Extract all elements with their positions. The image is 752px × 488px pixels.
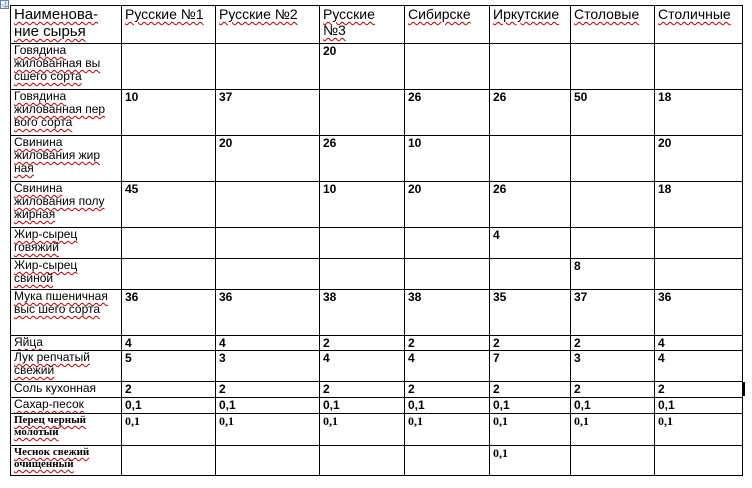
table-row xyxy=(11,182,743,228)
row-name: Сахар-песок xyxy=(11,398,122,414)
value-cell: 10 xyxy=(405,136,490,182)
value-cell xyxy=(405,228,490,259)
value-cell: 0,1 xyxy=(320,414,405,446)
value-cell xyxy=(571,44,655,90)
header-cell-russkie-3: Русские №3 xyxy=(320,6,405,44)
value-cell: 0,1 xyxy=(122,414,216,446)
value-cell: 0,1 xyxy=(122,398,216,414)
value-cell: 36 xyxy=(122,290,216,336)
value-cell: 36 xyxy=(216,290,320,336)
value-cell: 10 xyxy=(122,90,216,136)
value-cell xyxy=(571,228,655,259)
value-cell xyxy=(655,446,743,476)
value-cell xyxy=(122,446,216,476)
value-cell: 8 xyxy=(571,259,655,290)
value-cell: 18 xyxy=(655,90,743,136)
table-row xyxy=(11,136,743,182)
value-cell: 4 xyxy=(122,336,216,351)
value-cell: 37 xyxy=(216,90,320,136)
value-cell xyxy=(320,259,405,290)
table-row xyxy=(11,336,743,351)
value-cell xyxy=(405,259,490,290)
value-cell xyxy=(571,136,655,182)
row-name: Говядина жилованная вы сшего сорта xyxy=(11,44,122,90)
value-cell xyxy=(571,446,655,476)
value-cell: 38 xyxy=(320,290,405,336)
value-cell: 0,1 xyxy=(405,414,490,446)
value-cell: 0,1 xyxy=(655,398,743,414)
value-cell xyxy=(216,44,320,90)
row-name: Яйца xyxy=(11,336,122,351)
value-cell: 0,1 xyxy=(320,398,405,414)
value-cell: 10 xyxy=(320,182,405,228)
value-cell: 0,1 xyxy=(571,398,655,414)
value-cell: 36 xyxy=(655,290,743,336)
header-cell-stolovye: Столовые xyxy=(571,6,655,44)
value-cell: 0,1 xyxy=(490,414,571,446)
value-cell xyxy=(122,259,216,290)
row-name: Мука пшеничная выс шего сорта xyxy=(11,290,122,336)
value-cell: 0,1 xyxy=(490,446,571,476)
value-cell: 20 xyxy=(655,136,743,182)
value-cell: 2 xyxy=(216,382,320,398)
value-cell xyxy=(655,259,743,290)
value-cell xyxy=(122,228,216,259)
value-cell xyxy=(122,136,216,182)
recipe-table xyxy=(10,5,743,476)
row-name: Свинина жилования полу жирная xyxy=(11,182,122,228)
value-cell: 37 xyxy=(571,290,655,336)
value-cell: 7 xyxy=(490,351,571,382)
value-cell: 4 xyxy=(655,351,743,382)
value-cell: 35 xyxy=(490,290,571,336)
value-cell xyxy=(216,446,320,476)
value-cell xyxy=(655,228,743,259)
anchor-icon[interactable]: ⚓ xyxy=(1,1,10,8)
header-cell-stolichnye: Столичные xyxy=(655,6,743,44)
text-cursor xyxy=(743,382,745,396)
row-name: Перец черный молотый xyxy=(11,414,122,446)
value-cell: 2 xyxy=(405,382,490,398)
value-cell xyxy=(405,446,490,476)
value-cell: 20 xyxy=(216,136,320,182)
header-cell-russkie-1: Русские №1 xyxy=(122,6,216,44)
table-row xyxy=(11,290,743,336)
value-cell: 26 xyxy=(320,136,405,182)
value-cell: 4 xyxy=(216,336,320,351)
value-cell: 3 xyxy=(571,351,655,382)
value-cell: 20 xyxy=(320,44,405,90)
value-cell: 2 xyxy=(571,382,655,398)
value-cell xyxy=(490,259,571,290)
row-name: Чеснок свежий очищенный xyxy=(11,446,122,476)
value-cell xyxy=(216,259,320,290)
header-cell-russkie-2: Русские №2 xyxy=(216,6,320,44)
table-row xyxy=(11,351,743,382)
value-cell: 5 xyxy=(122,351,216,382)
value-cell: 0,1 xyxy=(571,414,655,446)
row-name: Лук репчатый свежий xyxy=(11,351,122,382)
value-cell: 4 xyxy=(405,351,490,382)
row-name: Жир-сырец свиной xyxy=(11,259,122,290)
row-name: Говядина жилованная пер вого сорта xyxy=(11,90,122,136)
table-row xyxy=(11,259,743,290)
table-row xyxy=(11,446,743,476)
value-cell: 4 xyxy=(320,351,405,382)
value-cell xyxy=(320,446,405,476)
value-cell: 2 xyxy=(122,382,216,398)
value-cell: 26 xyxy=(490,90,571,136)
row-name: Жир-сырец говяжий xyxy=(11,228,122,259)
value-cell xyxy=(320,228,405,259)
value-cell xyxy=(216,228,320,259)
value-cell: 50 xyxy=(571,90,655,136)
table-row xyxy=(11,44,743,90)
row-name: Соль кухонная xyxy=(11,382,122,398)
value-cell: 4 xyxy=(490,228,571,259)
value-cell: 0,1 xyxy=(405,398,490,414)
value-cell: 2 xyxy=(320,382,405,398)
value-cell: 18 xyxy=(655,182,743,228)
table-row xyxy=(11,382,743,398)
value-cell: 2 xyxy=(490,336,571,351)
value-cell xyxy=(122,44,216,90)
value-cell xyxy=(655,44,743,90)
value-cell: 3 xyxy=(216,351,320,382)
value-cell xyxy=(571,182,655,228)
value-cell xyxy=(490,136,571,182)
value-cell xyxy=(216,182,320,228)
row-name: Свинина жилования жир ная xyxy=(11,136,122,182)
value-cell: 2 xyxy=(405,336,490,351)
value-cell: 2 xyxy=(320,336,405,351)
value-cell xyxy=(490,44,571,90)
value-cell: 0,1 xyxy=(655,414,743,446)
table-header-row xyxy=(11,6,743,44)
header-cell-name: Наименова-ние сырья xyxy=(11,6,122,44)
table-row xyxy=(11,228,743,259)
value-cell: 26 xyxy=(405,90,490,136)
value-cell: 4 xyxy=(655,336,743,351)
value-cell: 2 xyxy=(490,382,571,398)
table-row xyxy=(11,90,743,136)
value-cell: 45 xyxy=(122,182,216,228)
value-cell: 2 xyxy=(655,382,743,398)
value-cell: 0,1 xyxy=(216,414,320,446)
value-cell: 26 xyxy=(490,182,571,228)
value-cell: 0,1 xyxy=(216,398,320,414)
table-row xyxy=(11,414,743,446)
value-cell xyxy=(405,44,490,90)
value-cell: 38 xyxy=(405,290,490,336)
header-cell-sibirske: Сибирске xyxy=(405,6,490,44)
table-row xyxy=(11,398,743,414)
value-cell: 0,1 xyxy=(490,398,571,414)
value-cell: 2 xyxy=(571,336,655,351)
value-cell: 20 xyxy=(405,182,490,228)
value-cell xyxy=(320,90,405,136)
header-cell-irkutskie: Иркутские xyxy=(490,6,571,44)
